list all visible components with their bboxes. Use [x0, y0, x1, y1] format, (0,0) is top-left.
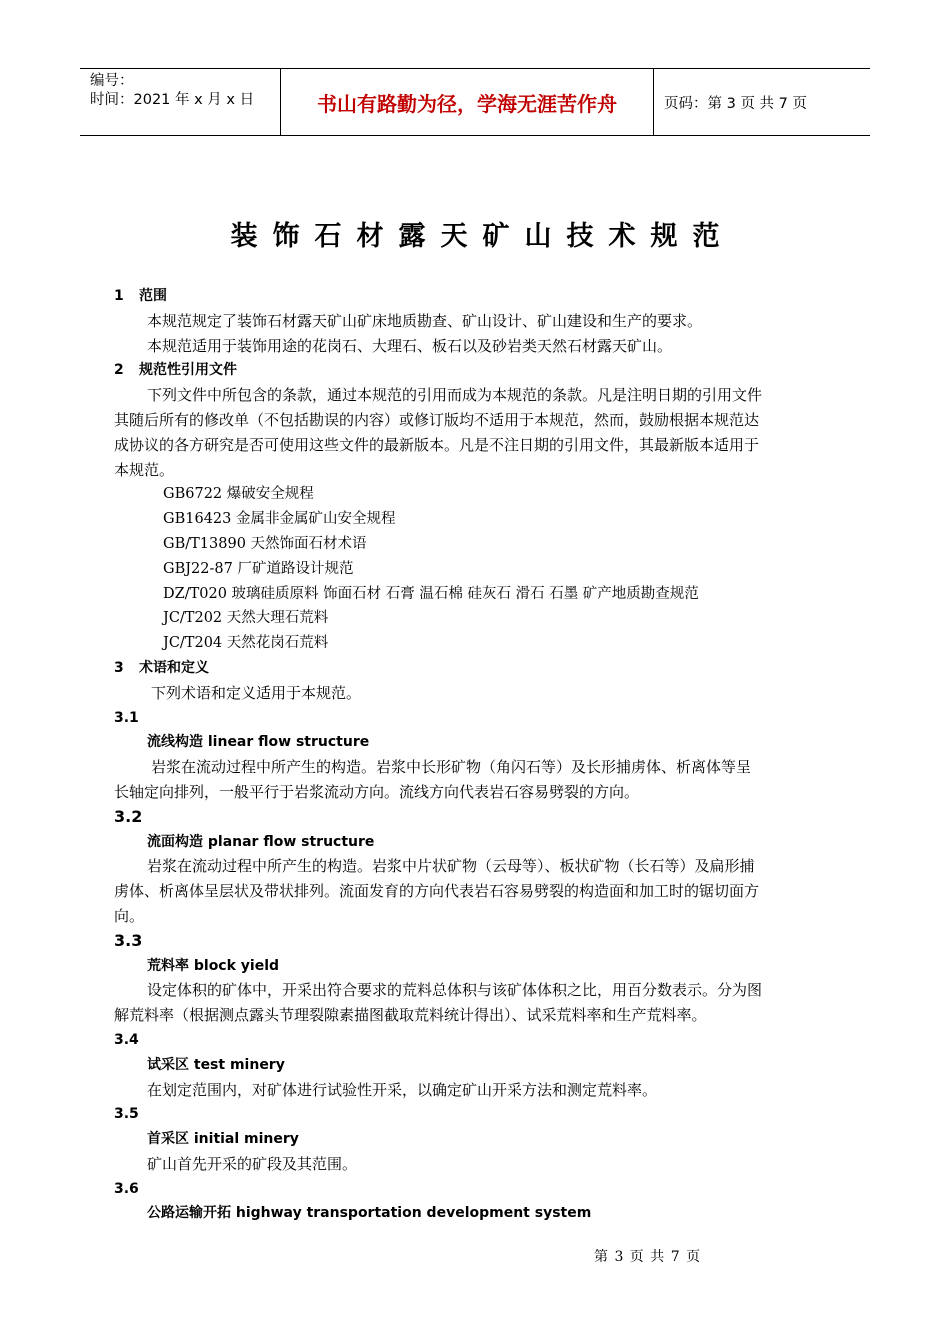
reference-item: GBJ22-87 厂矿道路设计规范 [163, 560, 354, 577]
term-3-1-definition-line-1: 岩浆在流动过程中所产生的构造。岩浆中长形矿物（角闪石等）及长形捕虏体、析离体等呈 [151, 758, 752, 777]
section-2-paragraph-line-4: 本规范。 [114, 460, 175, 479]
section-2-heading [114, 358, 840, 383]
section-3-title: 术语和定义 [139, 659, 209, 676]
subsection-3-3-number: 3.3 [114, 930, 143, 950]
term-3-2-definition-line-3: 向。 [114, 906, 145, 925]
section-2-paragraph-1a: 下列文件中所包含的条款，通过本规范的引用而成为本规范的条款。 [147, 386, 598, 405]
section-1-title: 范围 [139, 288, 167, 304]
section-3-intro: 下列术语和定义适用于本规范。 [151, 683, 362, 702]
reference-item: DZ/T020 玻璃硅质原料 饰面石材 石膏 温石棉 硅灰石 滑石 石墨 矿产地质勘查规范 [163, 585, 699, 602]
section-1-paragraph-1: 本规范规定了装饰石材露天矿山矿床地质勘查、矿山设计、矿山建设和生产的要求。 [147, 311, 703, 330]
section-3-heading [114, 656, 840, 681]
term-3-2-definition-line-1: 岩浆在流动过程中所产生的构造。岩浆中片状矿物（云母等）、板状矿物（长石等）及扁形捕 [147, 857, 755, 876]
section-1-paragraph-2: 本规范适用于装饰用途的花岗石、大理石、板石以及砂岩类天然石材露天矿山。 [147, 336, 673, 355]
section-2-paragraph-line-3: 成协议的各方研究是否可使用这些文件的最新版本。凡是不注日期的引用文件，其最新版本适用于 [114, 435, 760, 454]
section-3-number: 3 [114, 659, 124, 676]
section-2-paragraph-line-2: 其随后所有的修改单（不包括勘误的内容）或修订版均不适用于本规范，然而，鼓励根据本规范达 [114, 410, 760, 429]
term-3-6: 公路运输开拓 highway transportation development system [147, 1205, 592, 1222]
header-page-info: 页码：第 3 页 共 7 页 [664, 95, 807, 112]
reference-item: GB16423 金属非金属矿山安全规程 [163, 511, 396, 528]
subsection-3-2-number: 3.2 [114, 806, 143, 826]
term-3-4-definition-line-1: 在划定范围内，对矿体进行试验性开采，以确定矿山开采方法和测定荒料率。 [147, 1080, 658, 1099]
header-meta [80, 69, 280, 135]
subsection-3-1-number: 3.1 [114, 709, 139, 726]
page-header [80, 68, 870, 136]
section-2-paragraph-1b: 凡是注明日期的引用文件 [597, 386, 763, 405]
term-3-2: 流面构造 planar flow structure [147, 833, 375, 850]
document-title: 装饰石材露天矿山技术规范 [230, 221, 735, 252]
header-motto: 书山有路勤为径，学海无涯苦作舟 [280, 69, 654, 135]
section-2-paragraph-line-1 [114, 383, 840, 408]
term-3-3: 荒料率 block yield [147, 957, 280, 974]
page-footer: 第 3 页 共 7 页 [594, 1249, 702, 1265]
reference-item: JC/T202 天然大理石荒料 [163, 610, 329, 627]
section-1-heading [114, 284, 840, 309]
term-3-1-definition-line-2: 长轴定向排列，一般平行于岩浆流动方向。流线方向代表岩石容易劈裂的方向。 [114, 782, 640, 801]
section-1-number: 1 [114, 288, 124, 304]
subsection-3-4-number: 3.4 [114, 1031, 139, 1048]
reference-item: GB6722 爆破安全规程 [163, 486, 314, 503]
document-body [114, 284, 840, 1226]
section-2-title: 规范性引用文件 [139, 362, 237, 379]
term-3-5: 首采区 initial minery [147, 1131, 299, 1148]
subsection-3-5-number: 3.5 [114, 1106, 139, 1123]
term-3-4: 试采区 test minery [147, 1056, 285, 1073]
term-3-1: 流线构造 linear flow structure [147, 734, 370, 751]
header-time: 时间：2021 年 x 月 x 日 [90, 92, 255, 108]
term-3-3-definition-line-1: 设定体积的矿体中，开采出符合要求的荒料总体积与该矿体体积之比，用百分数表示。分为图 [147, 981, 763, 1000]
term-3-3-definition-line-2: 解荒料率（根据测点露头节理裂隙素描图截取荒料统计得出）、试采荒料率和生产荒料率。 [114, 1006, 707, 1025]
term-3-5-definition-line-1: 矿山首先开采的矿段及其范围。 [147, 1154, 358, 1173]
header-number-label: 编号： [90, 73, 134, 89]
reference-item: GB/T13890 天然饰面石材术语 [163, 535, 367, 552]
section-2-number: 2 [114, 362, 124, 379]
term-3-2-definition-line-2: 虏体、析离体呈层状及带状排列。流面发育的方向代表岩石容易劈裂的构造面和加工时的锯切面方 [114, 882, 760, 901]
reference-item: JC/T204 天然花岗石荒料 [163, 635, 329, 652]
subsection-3-6-number: 3.6 [114, 1180, 139, 1197]
